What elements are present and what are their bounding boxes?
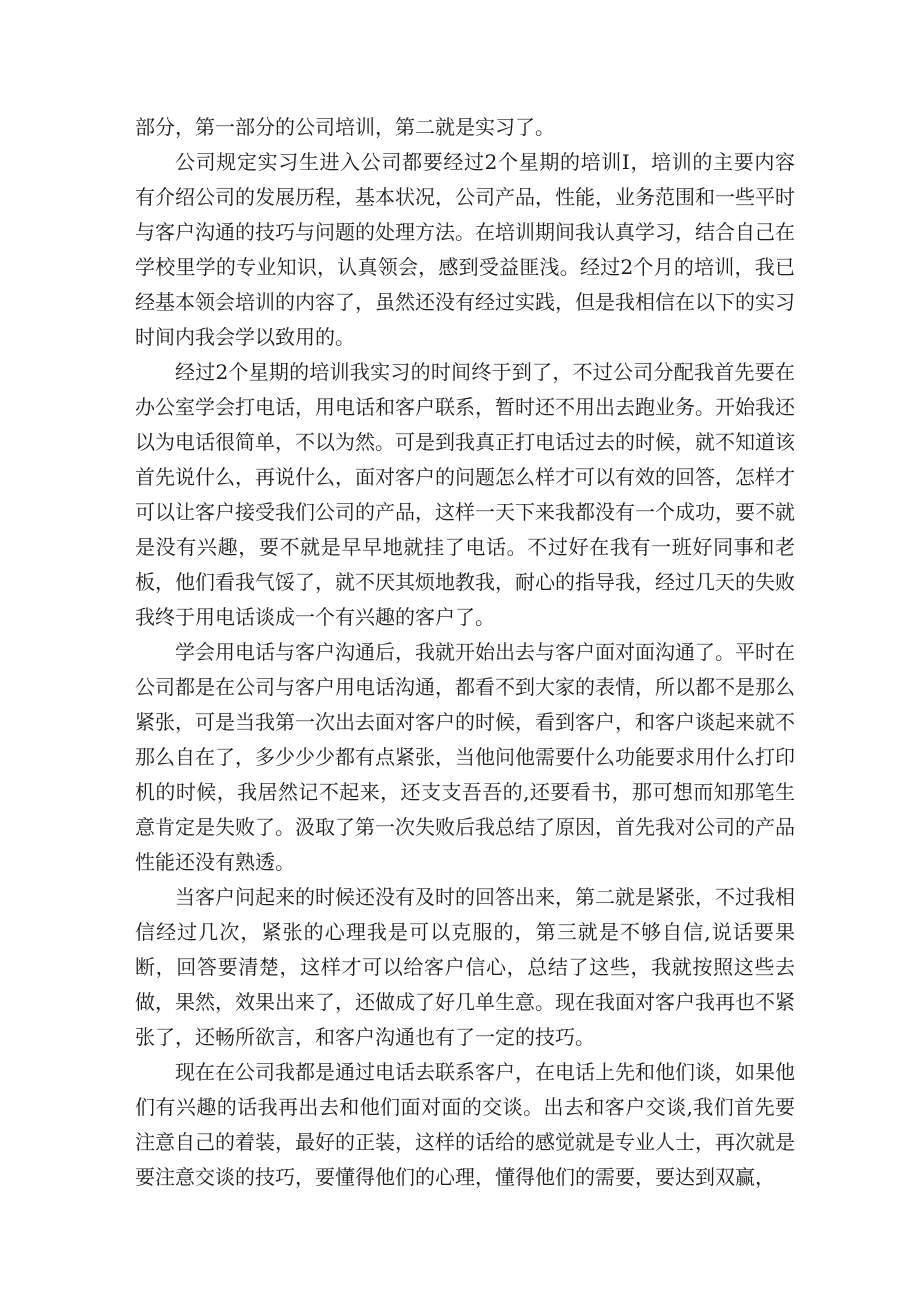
paragraph-face-to-face: 学会用电话与客户沟通后，我就开始出去与客户面对面沟通了。平时在公司都是在公司与客户用电话沟通，都看不到大家的表情，所以都不是那么紧张，可是当我第一次出去面对客户的时候，看到客户，和客户谈起来就不那么自在了，多少少少都有点紧张，当他问他需要什么功能要求用什么打印机的时候，我居然记不起来，还支支吾吾的,还要看书，那可想而知那笔生意肯定是失败了。汲取了第一次失败后我总结了原因，首先我对公司的产品性能还没有熟透。 xyxy=(135,640,795,874)
paragraph-training: 公司规定实习生进入公司都要经过2个星期的培训I，培训的主要内容有介绍公司的发展历程，基本状况，公司产品，性能，业务范围和一些平时与客户沟通的技巧与问题的处理方法。在培训期间我认真学习，结合自己在学校里学的专业知识，认真领会，感到受益匪浅。经过2个月的培训，我已经基本领会培训的内容了，虽然还没有经过实践，但是我相信在以下的实习时间内我会学以致用的。 xyxy=(135,150,795,349)
paragraph-phone-practice: 经过2个星期的培训我实习的时间终于到了，不过公司分配我首先要在办公室学会打电话，用电话和客户联系，暂时还不用出去跑业务。开始我还以为电话很简单，不以为然。可是到我真正打电话过去的时候，就不知道该首先说什么，再说什么，面对客户的问题怎么样才可以有效的回答，怎样才可以让客户接受我们公司的产品，这样一天下来我都没有一个成功，要不就是没有兴趣，要不就是早早地就挂了电话。不过好在我有一班好同事和老板，他们看我气馁了，就不厌其烦地教我，耐心的指导我，经过几天的失败我终于用电话谈成一个有兴趣的客户了。 xyxy=(135,360,795,629)
document-body xyxy=(135,110,795,1195)
paragraph-current-work: 现在在公司我都是通过电话去联系客户，在电话上先和他们谈，如果他们有兴趣的话我再出去和他们面对面的交谈。出去和客户交谈,我们首先要注意自己的着装，最好的正装，这样的话给的感觉就是专业人士，再次就是要注意交谈的技巧，要懂得他们的心理，懂得他们的需要，要达到双赢， xyxy=(135,1060,795,1189)
paragraph-lessons: 当客户问起来的时候还没有及时的回答出来，第二就是紧张，不过我相信经过几次，紧张的心理我是可以克服的，第三就是不够自信,说话要果断，回答要清楚，这样才可以给客户信心，总结了这些，我就按照这些去做，果然，效果出来了，还做成了好几单生意。现在我面对客户我再也不紧张了，还畅所欲言，和客户沟通也有了一定的技巧。 xyxy=(135,885,795,1049)
paragraph-continuation: 部分，第一部分的公司培训，第二就是实习了。 xyxy=(135,115,555,139)
